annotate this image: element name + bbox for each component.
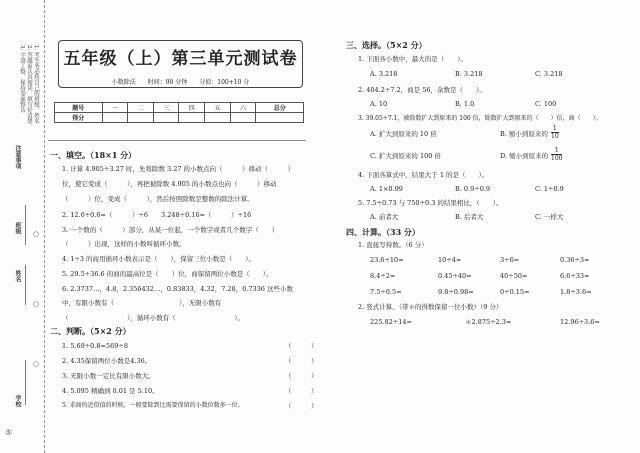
binding-dot: ○	[33, 300, 40, 308]
table-cell: 五	[205, 103, 231, 113]
calc-item: 8.4÷2=	[370, 272, 396, 280]
option[interactable]: B. 后者大	[455, 213, 484, 221]
divider	[48, 140, 306, 141]
calc-item: 0÷0.15=	[500, 288, 530, 296]
fill-line	[25, 205, 26, 245]
score-cell[interactable]	[230, 113, 256, 123]
fraction	[551, 147, 562, 162]
question-line: 1. 下面各小数中，最大的是（ ）。	[358, 55, 468, 63]
question-line: 3. 39.05÷7.1，被除数扩大到原来的 100 倍，除数扩大到原来的（ ）倍，商（ ）。	[358, 115, 602, 122]
option[interactable]: C. 3.218	[535, 70, 563, 78]
option[interactable]: B. 缩小到原来的	[500, 130, 548, 138]
question-line: 中，有限小数有（ ），无限小数有	[62, 299, 222, 307]
question-line: 位，使它变成（ ），再把被除数 4.905 的小数点也向（ ）移动	[62, 180, 277, 188]
section-heading: 二、判断。（5×2 分）	[50, 326, 131, 336]
judge-mark[interactable]: （ ）	[285, 402, 318, 410]
judge-item: 3. 无限小数一定比有限小数大。	[62, 372, 155, 380]
calc-item: 40÷50=	[500, 272, 528, 280]
table-cell: 题号	[55, 103, 103, 113]
table-cell: 四	[179, 103, 205, 113]
question-line: 4. 1÷3 的商用循环小数表示是（ ），保留三位小数是（ ）。	[62, 255, 256, 263]
fraction-numerator: 1	[551, 147, 562, 155]
option[interactable]: B. 1.0	[455, 100, 475, 108]
fraction	[551, 125, 559, 140]
score-cell[interactable]	[179, 113, 205, 123]
notice-label: 注意事项	[14, 145, 21, 169]
table-cell: 得分	[55, 113, 103, 123]
judge-item: 4. 5.095 精确到 0.01 是 5.10。	[62, 387, 159, 395]
subheading: 1. 直接写得数。（6 分）	[358, 241, 428, 249]
option[interactable]: A. 1×0.99	[370, 185, 403, 193]
calc-item: 12.96÷3.6=	[560, 318, 600, 326]
judge-mark[interactable]: （ ）	[285, 387, 318, 395]
calc-item: 7.5÷0.5=	[370, 288, 402, 296]
score-cell[interactable]	[128, 113, 154, 123]
fraction-denominator: 100	[551, 155, 563, 162]
binding-dot: ○	[33, 230, 40, 238]
binding-instruction: 2. 答题前认真阅读、填写好清楚	[26, 45, 32, 124]
option[interactable]: C. 扩大到原来的 100 倍	[370, 152, 441, 160]
binding-dot: ○	[33, 360, 40, 368]
question-line: （ ），循环小数有（ ）。	[62, 314, 244, 322]
option[interactable]: A. 扩大到原来的 10 倍	[370, 130, 437, 138]
score-cell[interactable]	[153, 113, 179, 123]
score-cell[interactable]	[205, 113, 231, 123]
table-cell: 二	[128, 103, 154, 113]
table-cell: 一	[102, 103, 128, 113]
calc-item: 3÷6=	[500, 256, 520, 264]
question-line: 2. 12.6÷0.6=（ ）÷6 3.248÷0.16=（ ）÷16	[62, 211, 252, 219]
table-row	[55, 103, 304, 113]
table-row	[55, 113, 304, 123]
score-cell[interactable]	[102, 113, 128, 123]
score-table	[54, 102, 304, 123]
fill-line	[25, 360, 26, 405]
question-line: （ ）位，变成（ ），然后按照除数是整数的除法计算。	[62, 195, 254, 203]
option[interactable]: C. 100	[535, 100, 557, 108]
calc-item: 23.6÷10=	[370, 256, 404, 264]
name-label: 姓名	[14, 270, 21, 282]
judge-mark[interactable]: （ ）	[285, 372, 318, 380]
section-heading: 三、选择。（5×2 分）	[346, 40, 427, 50]
fraction-numerator: 1	[552, 125, 557, 132]
option[interactable]: C. 1÷0.9	[535, 185, 564, 193]
option[interactable]: B. 3.218	[455, 70, 483, 78]
calc-item: ＊2.875÷2.3≈	[465, 318, 512, 326]
binding-instruction: 1. 考生务必将自己的班级、姓名	[33, 45, 39, 124]
binding-instruction: 3. 字迹工整，保持卷面整洁	[19, 45, 25, 113]
judge-mark[interactable]: （ ）	[285, 342, 318, 350]
calc-item: 10÷4=	[438, 256, 462, 264]
option[interactable]: A. 前者大	[370, 213, 399, 221]
question-line: 1. 计算 4.905÷3.27 时，先将除数 3.27 的小数点向（ ）移动（ ）	[62, 165, 295, 173]
calc-item: 6.6÷33=	[560, 272, 590, 280]
question-line: 5. 7.5÷0.73 与 750÷0.3 的结果相比，（ ）。	[358, 199, 503, 207]
table-cell: 六	[230, 103, 256, 113]
section-heading: 四、计算。（33 分）	[346, 227, 420, 237]
binding-strip	[0, 0, 45, 453]
option[interactable]: A. 3.218	[370, 70, 398, 78]
question-line: 3. 一个数的（ ）部分，从某一位起，一个数字或者几个数字（ ）	[62, 226, 279, 234]
calc-item: 225.82÷14=	[370, 318, 412, 326]
section-heading: 一、填空。（18×1 分）	[50, 150, 137, 160]
question-line: 5. 29.5÷36.6 的商的最高位是（ ）位，商保留两位小数是（ ）。	[62, 270, 273, 278]
judge-mark[interactable]: （ ）	[285, 357, 318, 365]
option[interactable]: B. 0.9÷0.9	[455, 185, 491, 193]
calc-item: 0.36÷3=	[560, 256, 590, 264]
class-label: 班级	[14, 222, 21, 234]
title-box	[58, 40, 303, 88]
subheading: 2. 竖式计算。（带＊的得数保留一位小数）（9 分）	[358, 303, 503, 311]
question-line: 4. 下面各算式中，结果大于 1 的是（ ）。	[358, 171, 489, 179]
page-mark: ⑤	[5, 428, 13, 437]
judge-item: 2. 4.35保留两位小数是4.36。	[62, 357, 152, 365]
question-line: 6. 2.3737…，4.8，2.356432…，0.83833，4.32，7.28，0.7336 这些小数	[62, 285, 293, 293]
calc-item: 9.8÷0.98=	[438, 288, 474, 296]
option[interactable]: C. 一样大	[535, 213, 564, 221]
option[interactable]: D. 缩小到原来的	[500, 152, 549, 160]
table-cell: 总分	[256, 103, 304, 113]
calc-item: 0.45÷40=	[438, 272, 472, 280]
score-cell[interactable]	[256, 113, 304, 123]
option[interactable]: A. 10	[370, 100, 388, 108]
table-cell: 三	[153, 103, 179, 113]
question-line: （ ）出现，这样的小数叫循环小数。	[62, 240, 186, 248]
school-label: 学校	[14, 395, 21, 407]
fill-line	[25, 265, 26, 305]
page-title: 五年级（上）第三单元测试卷	[63, 49, 298, 69]
calc-item: 1.8÷3.6=	[560, 288, 592, 296]
fraction-denominator: 10	[551, 133, 559, 140]
judge-item: 1. 5.69÷0.8=569÷8	[62, 342, 128, 350]
judge-item: 5. 求商的近似值的时候，一般要除到比需要保留的小数位数多一位。	[62, 402, 244, 409]
question-line: 2. 404.2÷7.2，商是 56，余数是（ ）。	[358, 86, 486, 94]
page-subtitle: 小数除法 时间：90 分钟 分值：100+10 分	[111, 79, 250, 86]
